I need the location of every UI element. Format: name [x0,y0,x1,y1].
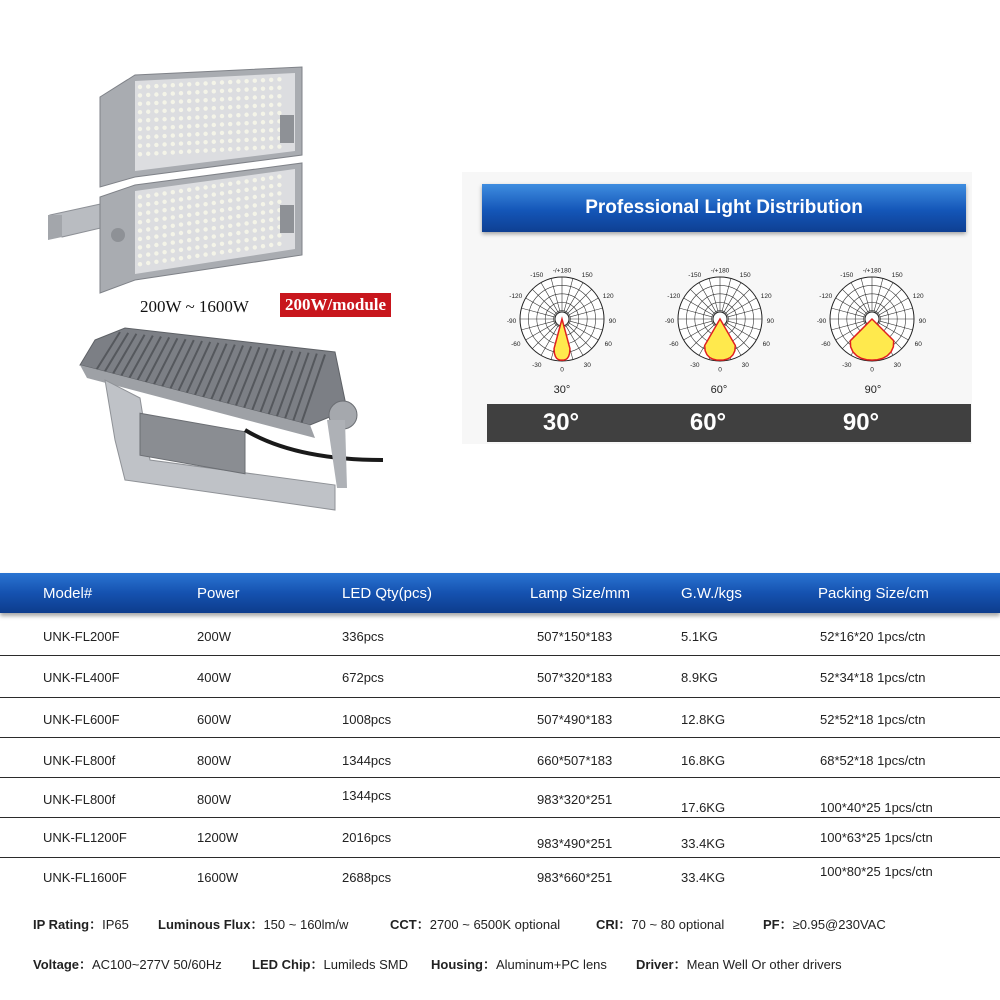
table-cell: 983*490*251 [537,836,613,851]
table-row-divider [0,857,1000,858]
table-cell: 5.1KG [681,629,718,644]
polar-angle-label: 90 [766,318,775,326]
table-row-divider [0,817,1000,818]
table-cell: UNK-FL600F [43,712,120,727]
header-model: Model# [43,585,93,602]
table-row-divider [0,777,1000,778]
polar-angle-label: -/+180 [710,267,730,275]
polar-angle-label: 120 [912,292,924,300]
table-cell: 12.8KG [681,712,726,727]
table-cell: 2016pcs [342,830,392,845]
beam-angle-60: 60° [689,409,727,436]
spec-table-header [0,573,1000,613]
table-cell: UNK-FL1200F [43,830,127,845]
table-cell: 200W [197,629,231,644]
polar-angle-label: -120 [667,292,681,300]
polar-angle-label: -30 [842,362,852,370]
table-cell: 1344pcs [342,753,392,768]
polar-angle-label: -90 [664,318,675,326]
polar-angle-label: -150 [840,271,854,279]
table-cell: 100*40*25 1pcs/ctn [820,800,933,815]
polar-angle-label: 30 [583,362,591,370]
polar-angle-label: 0 [870,366,874,374]
spec-voltage: Voltage：AC100~277V 50/60Hz [33,957,222,972]
spec-housing: Housing：Aluminum+PC lens [431,957,607,972]
polar-angle-label: 60 [914,341,922,349]
table-cell: 100*63*25 1pcs/ctn [820,830,933,845]
polar-angle-label: -60 [821,341,831,349]
spec-cct: CCT：2700 ~ 6500K optional [390,917,561,932]
polar-angle-label: -30 [690,362,700,370]
polar-angle-label: 90 [918,318,927,326]
table-cell: 52*52*18 1pcs/ctn [820,712,926,727]
table-cell: UNK-FL400F [43,670,120,685]
header-gross-weight: G.W./kgs [681,585,742,602]
table-cell: 800W [197,792,231,807]
polar-angle-label: -60 [669,341,679,349]
table-row-divider [0,737,1000,738]
table-cell: 507*150*183 [537,629,613,644]
table-cell: 507*490*183 [537,712,613,727]
table-row-divider [0,655,1000,656]
polar-angle-label: -60 [511,341,521,349]
table-cell: 33.4KG [681,870,726,885]
table-cell: 800W [197,753,231,768]
table-cell: 8.9KG [681,670,718,685]
power-range-label: 200W ~ 1600W [140,297,249,316]
polar-angle-label: -/+180 [862,267,882,275]
polar-angle-label: 90 [608,318,617,326]
floodlight-rear-image [65,320,395,520]
table-cell: 68*52*18 1pcs/ctn [820,753,926,768]
table-cell: 336pcs [342,629,384,644]
polar-angle-label: 150 [581,271,593,279]
polar-angle-label: -120 [509,292,523,300]
header-packing-size: Packing Size/cm [818,585,929,602]
polar-chart-90 [802,257,942,387]
table-cell: UNK-FL1600F [43,870,127,885]
polar-angle-label: -120 [819,292,833,300]
table-cell: 1344pcs [342,788,392,803]
table-cell: 600W [197,712,231,727]
polar-caption-30: 30° [553,384,571,396]
power-per-module-badge: 200W/module [280,293,391,317]
polar-angle-label: 60 [604,341,612,349]
table-row-divider [0,697,1000,698]
polar-angle-label: 150 [739,271,751,279]
polar-angle-label: 30 [893,362,901,370]
polar-angle-label: 120 [602,292,614,300]
beam-angle-90: 90° [842,409,880,436]
spec-ip-rating: IP Rating：IP65 [33,917,129,932]
floodlight-front-image [40,55,340,295]
table-cell: 400W [197,670,231,685]
spec-driver: Driver：Mean Well Or other drivers [636,957,842,972]
polar-angle-label: 0 [560,366,564,374]
table-cell: 16.8KG [681,753,726,768]
polar-angle-label: 150 [891,271,903,279]
table-cell: 17.6KG [681,800,726,815]
table-cell: 507*320*183 [537,670,613,685]
polar-caption-90: 90° [864,384,882,396]
light-distribution-title: Professional Light Distribution [482,184,966,232]
polar-angle-label: 120 [760,292,772,300]
polar-angle-label: -150 [530,271,544,279]
table-cell: 983*320*251 [537,792,613,807]
header-lamp-size: Lamp Size/mm [530,585,631,602]
spec-luminous-flux: Luminous Flux：150 ~ 160lm/w [158,917,349,932]
table-cell: 52*34*18 1pcs/ctn [820,670,926,685]
table-cell: 33.4KG [681,836,726,851]
table-cell: 983*660*251 [537,870,613,885]
polar-angle-label: 30 [741,362,749,370]
polar-chart-60 [650,257,790,387]
table-cell: 1200W [197,830,239,845]
table-cell: UNK-FL800f [43,792,116,807]
table-cell: 672pcs [342,670,384,685]
polar-angle-label: 60 [762,341,770,349]
table-cell: 52*16*20 1pcs/ctn [820,629,926,644]
polar-angle-label: -/+180 [552,267,572,275]
table-cell: 1008pcs [342,712,392,727]
beam-angle-30: 30° [542,409,580,436]
polar-angle-label: -90 [506,318,517,326]
polar-chart-30 [492,257,632,387]
table-cell: 660*507*183 [537,753,613,768]
table-cell: 2688pcs [342,870,392,885]
beam-angle-bar [487,404,971,442]
polar-angle-label: -30 [532,362,542,370]
spec-led-chip: LED Chip：Lumileds SMD [252,957,409,972]
polar-caption-60: 60° [710,384,728,396]
table-cell: 100*80*25 1pcs/ctn [820,864,933,879]
polar-angle-label: -150 [688,271,702,279]
header-power: Power [197,585,240,602]
polar-angle-label: -90 [816,318,827,326]
spec-cri: CRI：70 ~ 80 optional [596,917,725,932]
spec-pf: PF：≥0.95@230VAC [763,917,886,932]
table-cell: 1600W [197,870,239,885]
table-cell: UNK-FL800f [43,753,116,768]
header-led-qty: LED Qty(pcs) [342,585,433,602]
light-distribution-panel [462,172,972,444]
polar-angle-label: 0 [718,366,722,374]
table-cell: UNK-FL200F [43,629,120,644]
